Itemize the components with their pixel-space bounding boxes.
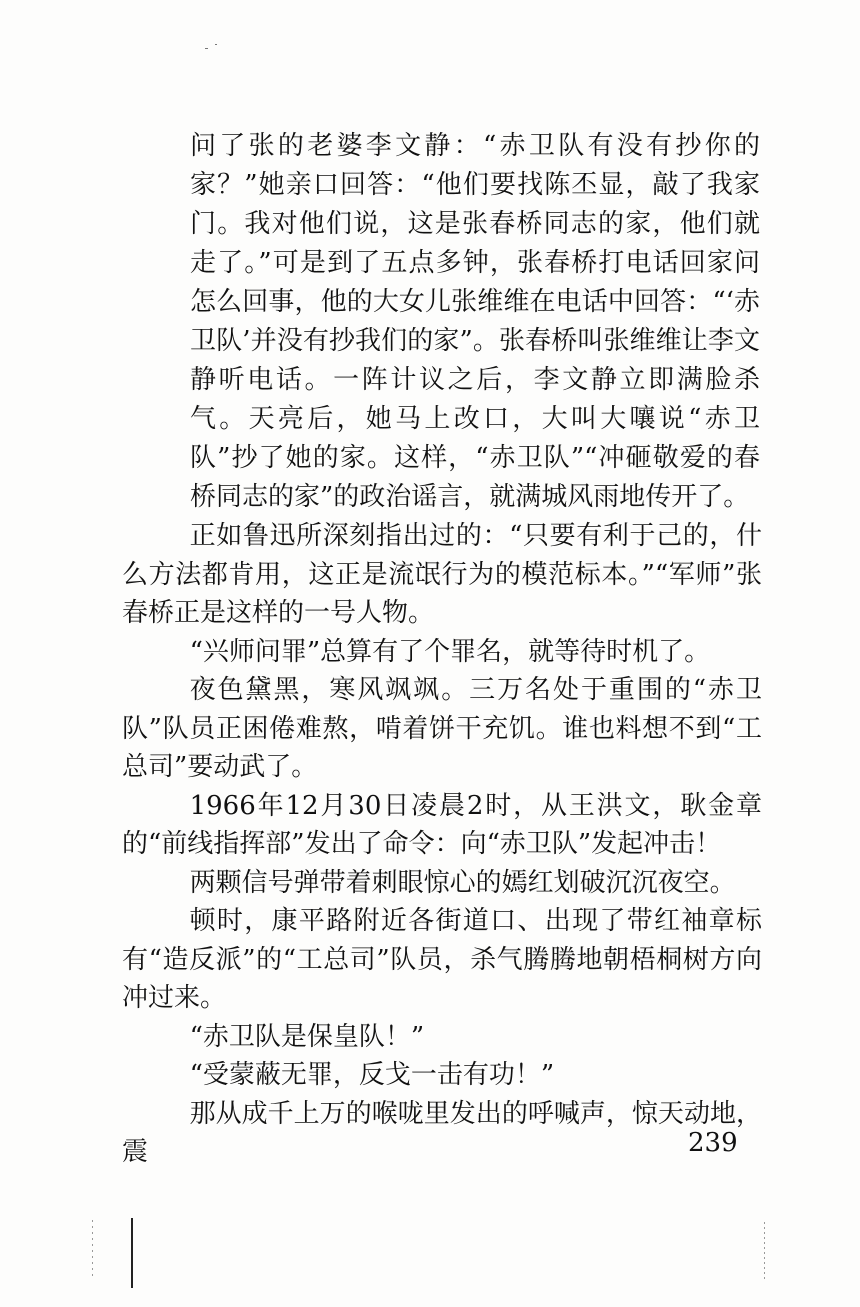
continued-paragraph-block <box>190 127 760 517</box>
scan-edge-line <box>131 1218 133 1288</box>
body-paragraphs <box>122 517 762 1172</box>
paragraph-9: 那从成千上万的喉咙里发出的呼喊声，惊天动地，震 <box>122 1098 762 1167</box>
paragraph-4: 1966年12月30日凌晨2时，从王洪文，耿金章的“前线指挥部”发出了命令：向“赤卫队”发起冲击！ <box>122 790 762 859</box>
paragraph-8: “受蒙蔽无罪，反戈一击有功！” <box>189 1060 555 1090</box>
paragraph-3: 夜色黛黑，寒风飒飒。三万名处于重围的“赤卫队”队员正困倦难熬，啃着饼干充饥。谁也料想不到“工总司”要动武了。 <box>122 675 762 782</box>
paragraph-1: 正如鲁迅所深刻指出过的：“只要有利于己的，什么方法都肯用，这正是流氓行为的模范标本。”“军师”张春桥正是这样的一号人物。 <box>122 521 762 628</box>
continued-paragraph: 问了张的老婆李文静：“赤卫队有没有抄你的家？”她亲口回答：“他们要找陈丕显，敲了我家门。我对他们说，这是张春桥同志的家，他们就走了。”可是到了五点多钟，张春桥打电话回家问怎么回事，他的大女儿张维维在电话中回答：“‘赤卫队’并没有抄我们的家”。张春桥叫张维维让李文静听电话。一阵计议之后，李文静立即满脸杀气。天亮后，她马上改口，大叫大嚷说“赤卫队”抄了她的家。这样，“赤卫队”“冲砸敬爱的春桥同志的家”的政治谣言，就满城风雨地传开了。 <box>190 131 760 512</box>
paragraph-6: 顿时，康平路附近各街道口、出现了带红袖章标有“造反派”的“工总司”队员，杀气腾腾地朝梧桐树方向冲过来。 <box>122 906 762 1013</box>
scan-edge-marks <box>764 1222 765 1282</box>
paragraph-5: 两颗信号弹带着刺眼惊心的嫣红划破沉沉夜空。 <box>189 867 736 898</box>
paragraph-7: “赤卫队是保皇队！” <box>189 1021 425 1052</box>
scan-speck <box>205 48 208 49</box>
scan-speck <box>215 44 217 45</box>
paragraph-2: “兴师问罪”总算有了个罪名，就等待时机了。 <box>189 636 711 667</box>
scan-edge-marks <box>92 1220 93 1280</box>
page-number: 239 <box>688 1128 738 1158</box>
